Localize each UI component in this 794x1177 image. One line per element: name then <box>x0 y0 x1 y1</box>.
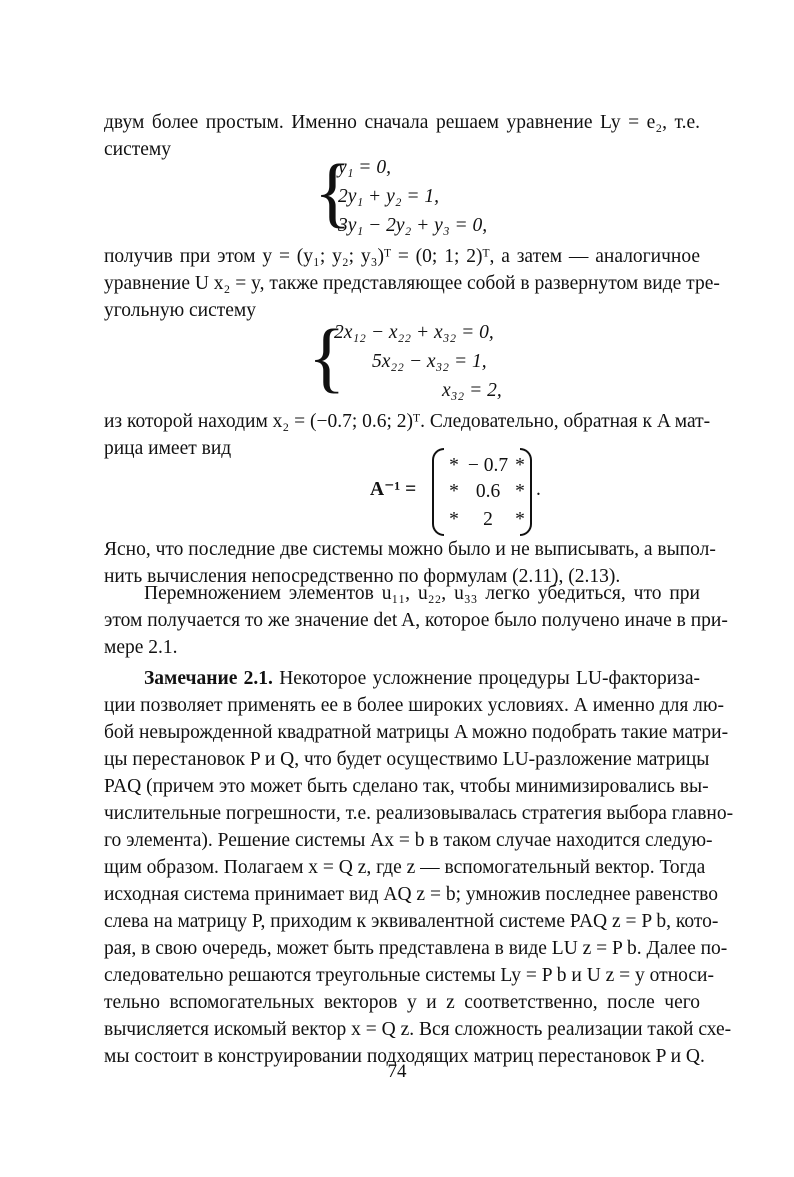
text-line: мере 2.1. <box>104 637 178 658</box>
text-line: рая, в свою очередь, может быть представлена в виде LU z = P b. Далее по- <box>104 938 728 959</box>
text-line: числительные погрешности, т.е. реализовывалась стратегия выбора главно- <box>104 803 734 824</box>
text-line: бой невырожденной квадратной матрицы A можно подобрать такие матри- <box>104 722 729 743</box>
text-line: Ясно, что последние две системы можно было и не выписывать, а выпол- <box>104 539 716 560</box>
text-line: из которой находим x₂ = (−0.7; 0.6; 2)ᵀ. Следовательно, обратная к A мат- <box>104 411 711 432</box>
text-line: получив при этом y = (y₁; y₂; y₃)ᵀ = (0; 1; 2)ᵀ, а затем — аналогичное <box>104 246 700 267</box>
matrix-cell: 2 <box>483 509 493 530</box>
text-line: исходная система принимает вид AQ z = b; умножив последнее равенство <box>104 884 718 905</box>
matrix-cell: 0.6 <box>475 481 501 502</box>
text-line: го элемента). Решение системы Ax = b в таком случае находится следую- <box>104 830 713 851</box>
equation-row: 2y₁ + y₂ = 1, <box>338 186 440 207</box>
text-line: слева на матрицу P, приходим к эквивалентной системе PAQ z = P b, кото- <box>104 911 719 932</box>
text-line: нить вычисления непосредственно по формулам (2.11), (2.13). <box>104 566 621 587</box>
text-line: PAQ (причем это может быть сделано так, чтобы минимизировались вы- <box>104 776 709 797</box>
equation-system-x2 <box>308 313 502 405</box>
equation-row: x₃₂ = 2, <box>442 380 502 401</box>
text-line: следовательно решаются треугольные системы Ly = P b и U z = y относи- <box>104 965 714 986</box>
paragraph-inverse <box>104 408 711 462</box>
left-brace: { <box>314 148 352 235</box>
left-brace: { <box>308 313 346 400</box>
text-line: этом получается то же значение det A, которое было получено иначе в при- <box>104 610 728 631</box>
text-line: угольную систему <box>104 300 257 321</box>
text-line: систему <box>104 139 172 160</box>
remark-2-1 <box>104 665 734 1070</box>
matrix-period: . <box>536 479 541 500</box>
text-line: уравнение U x₂ = y, также представляющее собой в развернутом виде тре- <box>104 273 720 294</box>
matrix-cell: − 0.7 <box>467 455 509 476</box>
text-line: вычисляется искомый вектор x = Q z. Вся сложность реализации такой схе- <box>104 1019 732 1040</box>
matrix-cell: * <box>515 509 525 530</box>
text-line: рица имеет вид <box>104 438 232 459</box>
text-line: мы состоит в конструировании подходящих матриц перестановок P и Q. <box>104 1046 705 1067</box>
matrix-cell: * <box>449 481 459 502</box>
page-number: 74 <box>387 1061 407 1082</box>
matrix-body <box>432 450 532 532</box>
text-line: щим образом. Полагаем x = Q z, где z — вспомогательный вектор. Тогда <box>104 857 706 878</box>
paragraph-det <box>104 580 728 661</box>
equation-row: 2x₁₂ − x₂₂ + x₃₂ = 0, <box>334 322 494 343</box>
equation-system-y <box>314 148 488 240</box>
matrix-label: A⁻¹ = <box>370 479 417 500</box>
matrix-cell: * <box>515 481 525 502</box>
equation-row: 3y₁ − 2y₂ + y₃ = 0, <box>338 215 488 236</box>
text-line: Перемножением элементов u₁₁, u₂₂, u₃₃ легко убедиться, что при <box>144 583 700 604</box>
matrix-cell: * <box>449 455 459 476</box>
remark-title: Замечание 2.1. <box>144 668 273 689</box>
equation-row: y₁ = 0, <box>338 157 391 178</box>
text-line: Замечание 2.1. Некоторое усложнение процедуры LU-факторизa- <box>144 668 701 689</box>
text-line: цы перестановок P и Q, что будет осуществимо LU-разложение матрицы <box>104 749 710 770</box>
matrix-cell: * <box>449 509 459 530</box>
text-line: ции позволяет применять ее в более широких условиях. А именно для лю- <box>104 695 724 716</box>
paragraph-ux-system <box>104 243 720 324</box>
text-line: двум более простым. Именно сначала решаем уравнение Ly = e₂, т.е. <box>104 112 700 133</box>
text-line: тельно вспомогательных векторов y и z соответственно, после чего <box>104 992 700 1013</box>
equation-row: 5x₂₂ − x₃₂ = 1, <box>372 351 487 372</box>
matrix-cell: * <box>515 455 525 476</box>
